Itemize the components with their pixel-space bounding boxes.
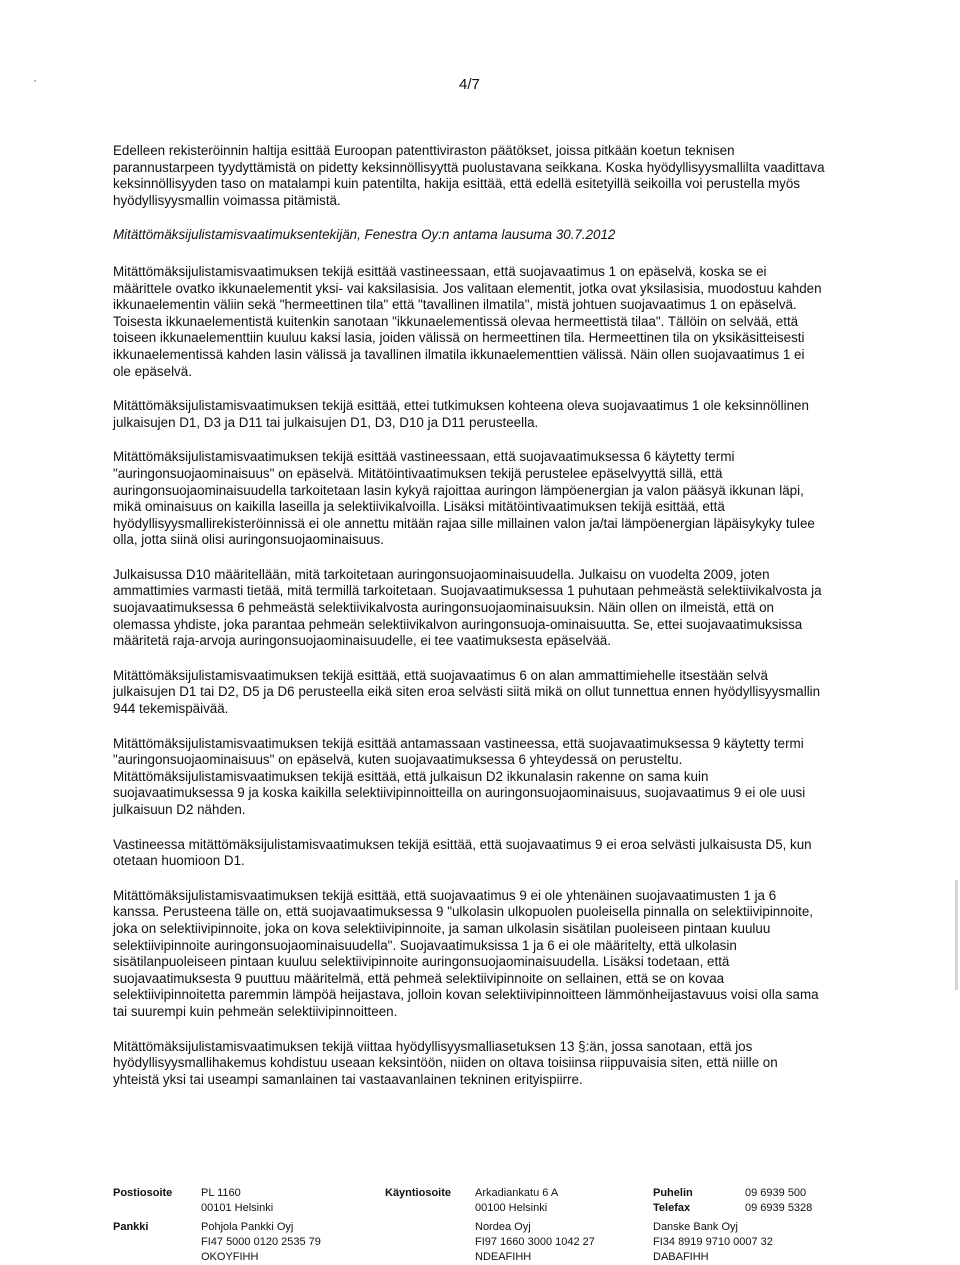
visit-address (475, 1186, 558, 1216)
postal-line: 00101 Helsinki (201, 1202, 274, 1214)
bank-line: Pohjola Pankki Oyj (201, 1221, 294, 1233)
bank-line: FI97 1660 3000 1042 27 (475, 1236, 595, 1248)
bank-line: DABAFIHH (653, 1251, 709, 1263)
bank-danske (653, 1220, 773, 1265)
paragraph: Julkaisussa D10 määritellään, mitä tarkoitetaan auringonsuojaominaisuudella. Julkaisu on vuodelta 2009, joten ammattimies varmasti tietää, mitä termillä tarkoitetaan. Suojavaatimuksessa 1 puhutaan pehmeästä selektiivikalvosta ja suojavaatimuksessa 6 pehmeästä selektiivikalvosta auringonsuojaominaisuuksin. Näin ollen on ilmeistä, että on olemassa yhdiste, joka parantaa pehmeän selektiivikalvon auringonsuoja-ominaisuutta. Se, ettei suojavaatimuksissa määritetä raja-arvoja auringonsuojaominaisuudelle, ei tee vaatimuksesta epäselvää. (113, 566, 822, 649)
paragraph: Mitättömäksijulistamisvaatimuksen tekijä esittää, ettei tutkimuksen kohteena oleva suojavaatimus 1 ole keksinnöllinen julkaisujen D1, D3 ja D11 tai julkaisujen D1, D3, D10 ja D11 perusteella. (113, 398, 809, 430)
bank-line: Nordea Oyj (475, 1221, 531, 1233)
paragraph: Mitättömäksijulistamisvaatimuksen tekijä esittää vastineessaan, että suojavaatimus 1 on epäselvä, koska se ei määrittele ovatko ikkunaelementit yksi- vai kaksilasisia. Jos valitaan elementit, jotka ovat yksilasisia, muodostuu kahden ikkunaelementin väliin sekä "hermeettinen tila" että "tavallinen ilmatila", mistä johtuen suojavaatimus 1 on epäselvä. Toisesta ikkunaelementistä kuitenkin sanotaan "ikkunaelementissä olevaa hermeettistä tilaa". Tällöin on selvää, että toiseen ikkunaelementtiin kuuluu kaksi lasia, joiden välissä on hermeettinen tila. Hermeettinen tila on yksikäsitteisesti ikkunaelementissä kahden lasin välissä ja tavallinen ilmatila ikkunaelementtien välissä. Näin ollen suojavaatimus 1 ei ole epäselvä. (113, 263, 822, 379)
bank-line: FI47 5000 0120 2535 79 (201, 1236, 321, 1248)
phone-label: Puhelin (653, 1187, 693, 1199)
visit-line: Arkadiankatu 6 A (475, 1187, 559, 1199)
document-body (113, 143, 825, 1106)
postal-address (201, 1186, 273, 1216)
bank-label: Pankki (113, 1221, 149, 1233)
visit-line: 00100 Helsinki (475, 1202, 548, 1214)
bank-pohjola (201, 1220, 321, 1265)
postal-label: Postiosoite (113, 1187, 173, 1199)
phone-value: 09 6939 500 (745, 1187, 807, 1199)
bank-line: OKOYFIHH (201, 1251, 259, 1263)
paragraph: Mitättömäksijulistamisvaatimuksen tekijä esittää, että suojavaatimus 9 ei ole yhtenäinen suojavaatimusten 1 ja 6 kanssa. Perusteena tälle on, että suojavaatimuksessa 9 "ulkolasin ulkopuolen puoleisella pinnalla on selektiivipinnoite, joka on selektiivipinnoite, joka on kova selektiivipinnoite, ja saman ulkolasin sisätilan puoleiseen pintaan kuuluu selektiivipinnoite auringonsuojaominaisuudella". Suojavaatimuksissa 1 ja 6 ei ole määritelty, että ulkolasin sisätilanpuoleiseen pintaan kuuluu selektiivipinnoite auringonsuojaominaisuudella. Lisäksi todetaan, että suojavaatimuksesta 9 puuttuu määritelmä, että pehmeä selektiivipinnoite on sellainen, että se on kovaa selektiivipinnoitetta paremmin lämpöä heijastava, jolloin kovan selektiivipinnoitteen lämmönheijastavuus voisi olla sama tai suurempi kuin pehmeän selektiivipinnoitteen. (113, 887, 819, 1019)
bank-line: FI34 8919 9710 0007 32 (653, 1236, 773, 1248)
page-number: 4/7 (459, 76, 480, 93)
paragraph: Mitättömäksijulistamisvaatimuksen tekijä viittaa hyödyllisyysmalliasetuksen 13 §:än, jossa sanotaan, että jos hyödyllisyysmallihakemus kohdistuu useaan keksintöön, niiden on oltava toisiinsa riippuvaisia siten, että niille on yhteistä yksi tai useampi samanlainen tai vastaavanlainen tekninen erityispiirre. (113, 1038, 778, 1087)
paragraph: Mitättömäksijulistamisvaatimuksen tekijä esittää, että suojavaatimus 6 on alan ammattimiehelle itsestään selvä julkaisujen D1 tai D2, D5 ja D6 perusteella eikä siten eroa selvästi siitä mikä on ollut tunnettua ennen hyödyllisyysmallin 944 tekemispäivää. (113, 667, 821, 717)
fax-label: Telefax (653, 1202, 691, 1214)
scan-speck (34, 80, 36, 82)
contact-labels (653, 1186, 693, 1216)
paragraph: Mitättömäksijulistamisvaatimuksen tekijä esittää antamassaan vastineessa, että suojavaatimuksessa 9 käytetty termi "auringonsuojaominaisuus" on epäselvä, kuten suojavaatimuksessa 6 yhteydessä on perusteltu. Mitättömäksijulistamisvaatimuksen tekijä esittää, että julkaisun D2 ikkunalasin rakenne on sama kuin suojavaatimuksessa 9 ja koska kaikilla selektiivipinnoitteilla on auringonsuojaominaisuus, suojavaatimus 9 ei ole uusi julkaisuun D2 nähden. (113, 735, 806, 817)
paragraph: Mitättömäksijulistamisvaatimuksen tekijä esittää vastineessaan, että suojavaatimuksessa 6 käytetty termi "auringonsuojaominaisuus" on epäselvä. Mitätöintivaatimuksen tekijä perustelee epäselvyyttä sillä, että auringonsuojaominaisuudella tarkoitetaan lasin kykyä rajoittaa auringon lämpöenergian ja valon pääsyä ikkunan läpi, mikä ominaisuus on kaikilla laseilla ja selektiivikalvoilla. Lisäksi mitätöintivaatimuksen tekijä esittää, että hyödyllisyysmallirekisteröinnissä ei ole annettu mitään rajaa sille millainen valon ja/tai lämpöenergian läpäisykyky tulee olla, jotta siinä olisi auringonsuojaominaisuus. (113, 449, 815, 548)
fax-value: 09 6939 5328 (745, 1202, 813, 1214)
paragraph: Edelleen rekisteröinnin haltija esittää Euroopan patenttiviraston päätökset, joissa pitkään koetun teknisen parannustarpeen tyydyttämistä on pidetty keksinnöllisyyttä puolustavana seikkana. Koska hyödyllisyysmallilta vaadittava keksinnöllisyyden taso on matalampi kuin patentilta, hakija esittää, että edellä esitetyillä seikoilla voi perustella myös hyödyllisyysmallin voimassa pitämistä. (113, 143, 825, 208)
scan-edge-shadow (955, 880, 958, 990)
contact-values (745, 1186, 812, 1216)
bank-line: Danske Bank Oyj (653, 1221, 738, 1233)
bank-nordea (475, 1220, 595, 1265)
paragraph: Vastineessa mitättömäksijulistamisvaatimuksen tekijä esittää, että suojavaatimus 9 ei eroa selvästi julkaisusta D5, kun otetaan huomioon D1. (113, 836, 812, 869)
visit-label: Käyntiosoite (385, 1187, 452, 1199)
section-heading: Mitättömäksijulistamisvaatimuksentekijän, Fenestra Oy:n antama lausuma 30.7.2012 (113, 227, 616, 243)
postal-line: PL 1160 (201, 1187, 241, 1199)
bank-line: NDEAFIHH (475, 1251, 532, 1263)
